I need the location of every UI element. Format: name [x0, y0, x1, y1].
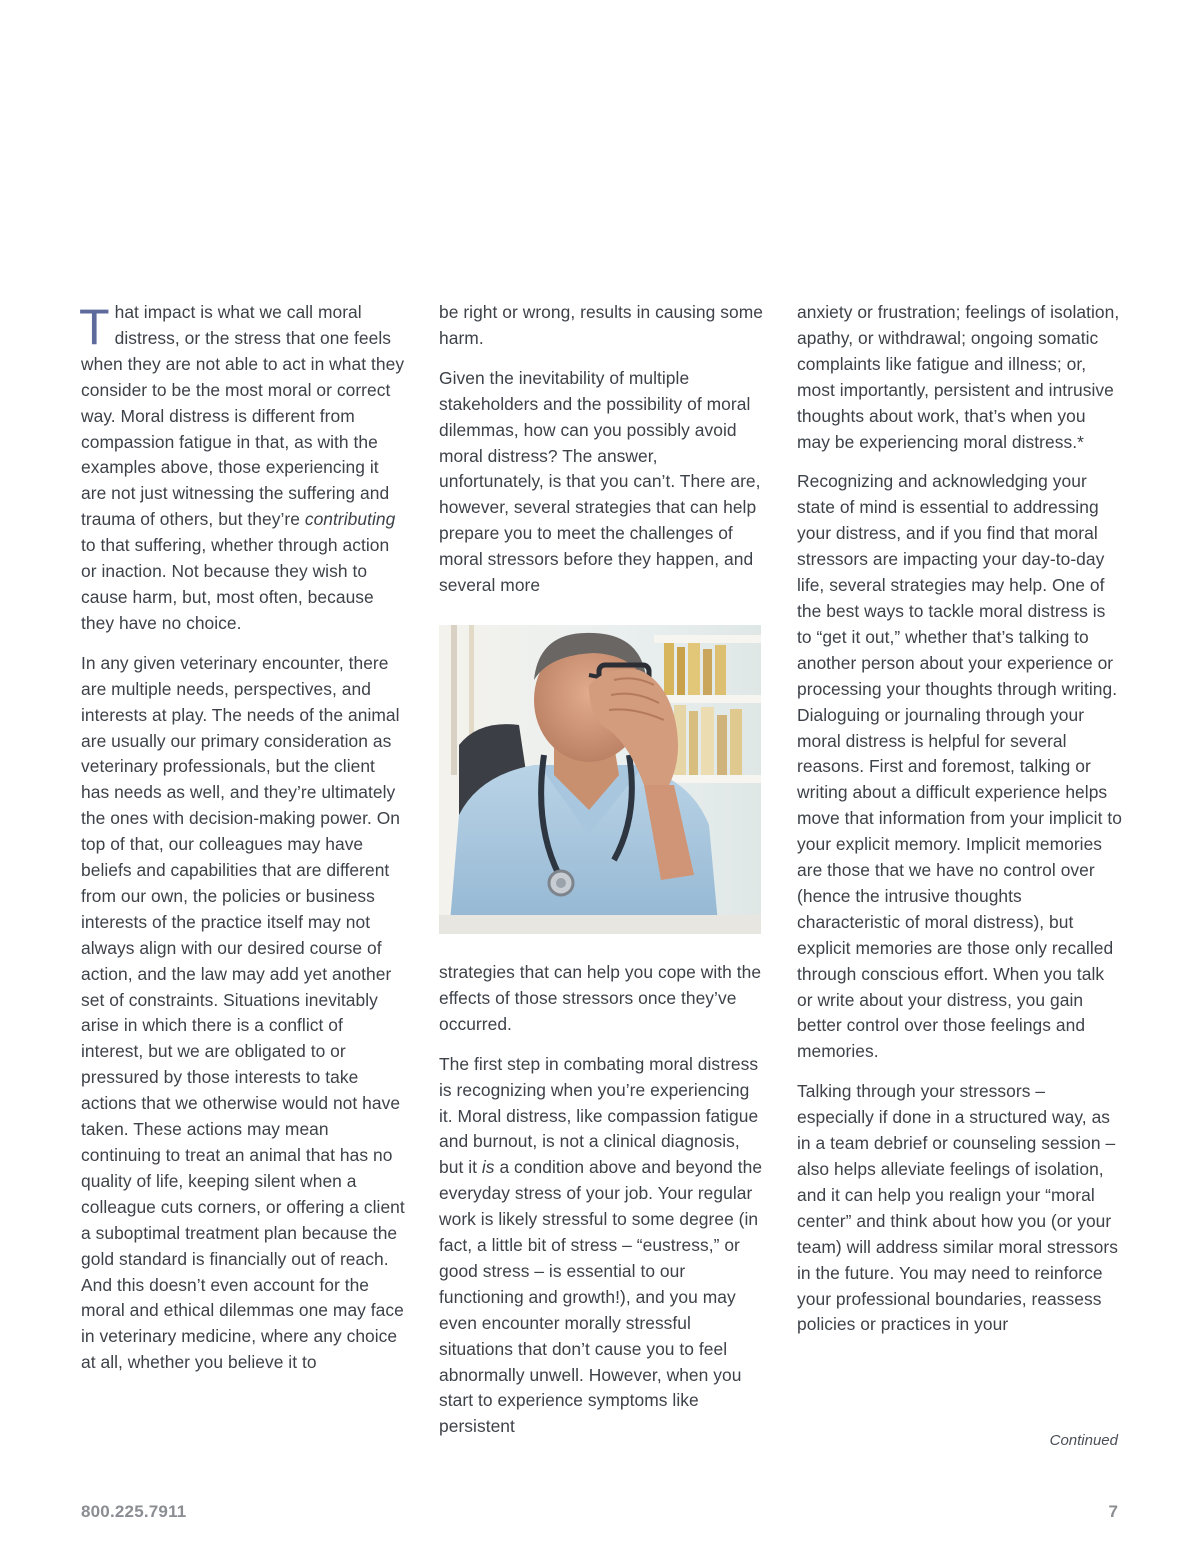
continued-label: Continued — [1049, 1432, 1118, 1449]
stressed-veterinarian-photo — [439, 625, 761, 934]
paragraph: That impact is what we call moral distress, or the stress that one feels when they are not able to act in what they consider to be the most moral or correct way. Moral distress is different from compassion fatigue in that, as with the examples above, those experiencing it are not just witnessing the suffering and trauma of others, but they’re contributing to that suffering, whether through action or inaction. Not because they wish to cause harm, but, most often, because they have no choice. — [79, 299, 405, 633]
article-column-1 — [81, 300, 406, 1390]
paragraph: The first step in combating moral distress is recognizing when you’re experiencing it. Moral distress, like compassion fatigue and burnout, is not a clinical diagnosis, but it is a condition above and beyond the everyday stress of your job. Your regular work is likely stressful to some degree (in fact, a little bit of stress – “eustress,” or good stress – is essential to our functioning and growth!), and you may even encounter morally stressful situations that don’t cause you to feel abnormally unwell. However, when you start to experience symptoms like persistent — [439, 1053, 763, 1437]
paragraph: strategies that can help you cope with the effects of those stressors once they’ve occurred. — [439, 961, 762, 1034]
photo-illustration — [439, 625, 761, 934]
article-column-3 — [797, 300, 1122, 1352]
drop-cap: T — [79, 299, 110, 355]
paragraph: Talking through your stressors – especially if done in a structured way, as in a team debrief or counseling session – also helps alleviate feelings of isolation, and it can help you realign your “moral center” and think about how you (or your team) will address similar moral stressors in the future. You may need to reinforce your professional boundaries, reassess policies or practices in your — [797, 1081, 1118, 1335]
paragraph: Recognizing and acknowledging your state of mind is essential to addressing your distress, and if you find that moral stressors are impacting your day-to-day life, several strategies may help. One of the best ways to tackle moral distress is to “get it out,” whether that’s talking to another person about your experience or processing your thoughts through writing. Dialoguing or journaling through your moral distress is helpful for several reasons. First and foremost, talking or writing about a difficult experience helps move that information from your implicit to your explicit memory. Implicit memories are those that we have no control over (hence the intrusive thoughts characteristic of moral distress), but explicit memories are those only recalled through conscious effort. When you talk or write about your distress, you gain better control over those feelings and memories. — [797, 471, 1122, 1062]
paragraph: be right or wrong, results in causing some harm. — [439, 302, 763, 348]
page-number: 7 — [1108, 1502, 1118, 1521]
paragraph: anxiety or frustration; feelings of isolation, apathy, or withdrawal; ongoing somatic complaints like fatigue and illness; or, most importantly, persistent and intrusive thoughts about work, that’s when you may be experiencing moral distress.* — [797, 302, 1120, 452]
paragraph: In any given veterinary encounter, there are multiple needs, perspectives, and interests at play. The needs of the animal are usually our primary consideration as veterinary professionals, but the client has needs as well, and they’re ultimately the ones with decision-making power. On top of that, our colleagues may have beliefs and capabilities that are different from our own, the policies or business interests of the practice itself may not always align with our desired course of action, and the law may add yet another set of constraints. Situations inevitably arise in which there is a conflict of interest, but we are obligated to or pressured by those interests to take actions that we otherwise would not have taken. These actions may mean continuing to treat an animal that has no quality of life, keeping silent when a colleague cuts corners, or offering a client a suboptimal treatment plan because the gold standard is financially out of reach. And this doesn’t even account for the moral and ethical dilemmas one may face in veterinary medicine, where any choice at all, whether you believe it to — [81, 652, 405, 1373]
footer-phone-number: 800.225.7911 — [81, 1502, 187, 1521]
paragraph: Given the inevitability of multiple stakeholders and the possibility of moral dilemmas, how can you possibly avoid moral distress? The answer, unfortunately, is that you can’t. There are, however, several strategies that can help prepare you to meet the challenges of moral stressors before they happen, and several more — [439, 367, 761, 596]
article-column-2 — [439, 300, 764, 1454]
